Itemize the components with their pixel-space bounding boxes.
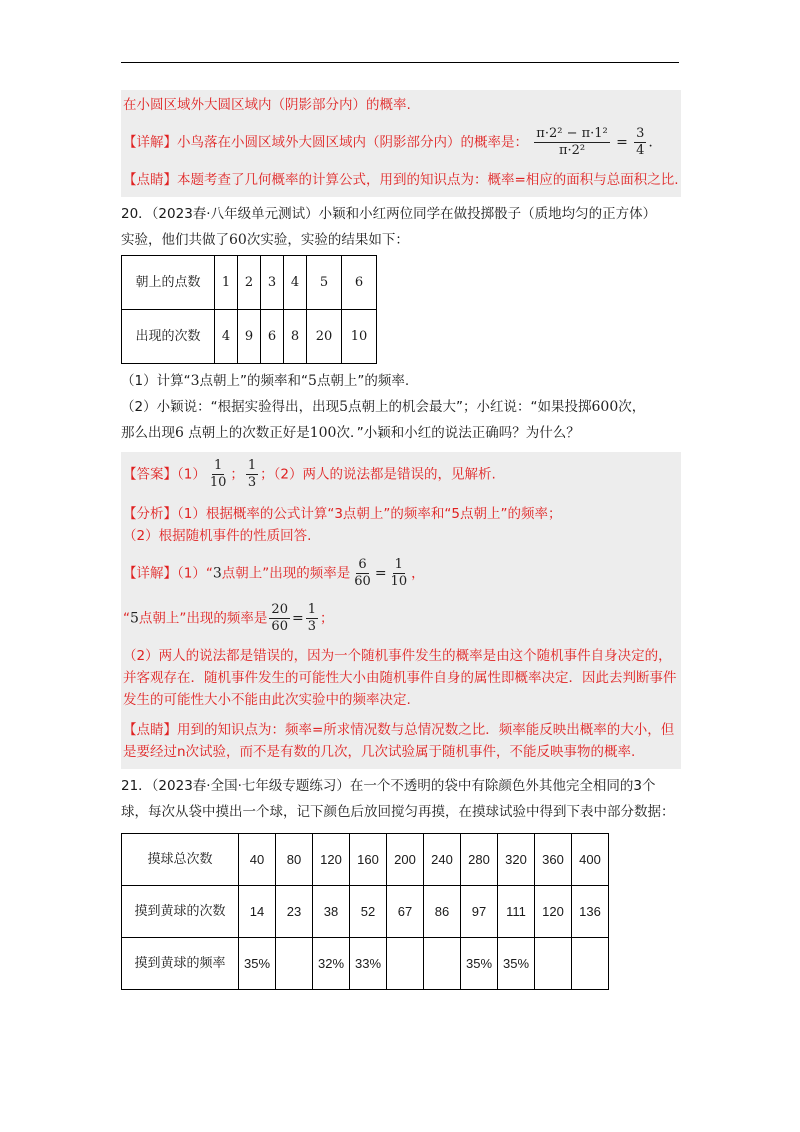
table-cell bbox=[572, 938, 609, 990]
table-cell: 136 bbox=[572, 886, 609, 938]
question-20 bbox=[121, 201, 681, 253]
table-cell: 4 bbox=[215, 310, 238, 364]
table-cell: 3 bbox=[261, 256, 284, 310]
table-cell: 240 bbox=[424, 834, 461, 886]
table-cell: 5 bbox=[307, 256, 342, 310]
table-cell: 20 bbox=[307, 310, 342, 364]
table-cell: 40 bbox=[239, 834, 276, 886]
analysis-line-2: （2）根据随机事件的性质回答. bbox=[123, 528, 312, 544]
row-header: 出现的次数 bbox=[122, 310, 215, 364]
comment-line: 【点睛】用到的知识点为：频率=所求情况数与总情况数之比．频率能反映出概率的大小，但是要经过n次试验，而不是有数的几次，几次试验属于随机事件，不能反映事物的概率. bbox=[123, 722, 675, 760]
table-cell: 35% bbox=[498, 938, 535, 990]
prev-comment bbox=[121, 165, 681, 197]
table-cell: 2 bbox=[238, 256, 261, 310]
table-cell: 120 bbox=[535, 886, 572, 938]
table-row bbox=[122, 256, 377, 310]
analysis-line: 【分析】（1）根据概率的公式计算“3点朝上”的频率和“5点朝上”的频率； bbox=[123, 506, 562, 522]
comment-text: 本题考查了几何概率的计算公式，用到的知识点为：概率=相应的面积与总面积之比. bbox=[177, 172, 679, 188]
table-cell: 200 bbox=[387, 834, 424, 886]
prev-detail: 【详解】小鸟落在小圆区域外大圆区域内（阴影部分内）的概率是： $\frac{\text{π·2² − π·1²}}{\text{π·2²}}$ = $\frac{3}{4}$ . bbox=[123, 126, 653, 158]
table-cell: 32% bbox=[313, 938, 350, 990]
frequency-fraction: $\frac{6}{60}$ bbox=[354, 557, 371, 589]
table-cell: 280 bbox=[461, 834, 498, 886]
prev-solution-block bbox=[121, 90, 681, 197]
table-cell bbox=[276, 938, 313, 990]
table-cell: 35% bbox=[239, 938, 276, 990]
table-cell: 35% bbox=[461, 938, 498, 990]
table-cell: 9 bbox=[238, 310, 261, 364]
detail-line-2: “5点朝上”出现的频率是 $\frac{20}{60}$ = $\frac{1}{3}$ ； bbox=[123, 602, 334, 634]
table-cell: 160 bbox=[350, 834, 387, 886]
frequency-fraction: $\frac{1}{3}$ bbox=[307, 602, 316, 634]
row-header: 摸到黄球的频率 bbox=[122, 938, 239, 990]
row-header: 摸球总次数 bbox=[122, 834, 239, 886]
table-cell bbox=[424, 938, 461, 990]
detail-part2: （2）两人的说法都是错误的，因为一个随机事件发生的概率是由这个随机事件自身决定的，并客观存在．随机事件发生的可能性大小由随机事件自身的属性即概率决定．因此去判断事件发生的可能性大小不能由此次实验中的频率决定. bbox=[123, 648, 677, 708]
question-21: 21．（2023春·全国·七年级专题练习）在一个不透明的袋中有除颜色外其他完全相同的3个球，每次从袋中摸出一个球，记下颜色后放回搅匀再摸，在摸球试验中得到下表中部分数据： bbox=[121, 778, 675, 820]
table-cell: 111 bbox=[498, 886, 535, 938]
table-cell: 4 bbox=[284, 256, 307, 310]
answer-fraction: $\frac{1}{3}$ bbox=[247, 458, 257, 490]
prev-line: 在小圆区域外大圆区域内（阴影部分内）的概率. bbox=[123, 97, 411, 113]
table-cell: 10 bbox=[342, 310, 377, 364]
header-rule bbox=[121, 62, 679, 63]
table-row bbox=[122, 938, 609, 990]
detail-label: 【详解】 bbox=[123, 134, 177, 151]
table-cell bbox=[387, 938, 424, 990]
table-cell: 86 bbox=[424, 886, 461, 938]
table-row bbox=[122, 310, 377, 364]
table-cell: 400 bbox=[572, 834, 609, 886]
table-cell: 320 bbox=[498, 834, 535, 886]
page-content bbox=[121, 90, 681, 990]
table-cell: 52 bbox=[350, 886, 387, 938]
frequency-fraction: $\frac{1}{10}$ bbox=[390, 557, 408, 589]
comment-label: 【点睛】 bbox=[123, 172, 177, 188]
table-cell: 67 bbox=[387, 886, 424, 938]
answer-line: 【答案】（1） $\frac{1}{10}$ ； $\frac{1}{3}$ ；（2）两人的说法都是错误的，见解析. bbox=[123, 458, 496, 490]
area-fraction: $\frac{\text{π·2² − π·1²}}{\text{π·2²}}$ bbox=[536, 126, 608, 158]
q20-subquestions bbox=[121, 368, 681, 446]
q20-line2: 实验，他们共做了60次实验，实验的结果如下： bbox=[121, 232, 409, 248]
row-header: 朝上的点数 bbox=[122, 256, 215, 310]
table-cell: 360 bbox=[535, 834, 572, 886]
table-cell: 8 bbox=[284, 310, 307, 364]
table-cell: 120 bbox=[313, 834, 350, 886]
table-cell: 6 bbox=[342, 256, 377, 310]
q20-part2: （2）小颖说：“根据实验得出，出现5点朝上的机会最大”；小红说：“如果投掷600次， bbox=[121, 399, 646, 415]
frequency-fraction: $\frac{20}{60}$ bbox=[271, 602, 288, 634]
result-fraction: $\frac{3}{4}$ bbox=[636, 126, 645, 158]
answer-fraction: $\frac{1}{10}$ bbox=[209, 458, 227, 490]
row-header: 摸到黄球的次数 bbox=[122, 886, 239, 938]
detail-line-1: 【详解】（1）“3点朝上”出现的频率是 $\frac{6}{60}$ = $\frac{1}{10}$ ， bbox=[123, 557, 425, 589]
q20-solution-block bbox=[121, 452, 681, 769]
table-row bbox=[122, 886, 609, 938]
table-row bbox=[122, 834, 609, 886]
ball-draw-table bbox=[121, 833, 609, 990]
table-cell: 6 bbox=[261, 310, 284, 364]
detail-text: 小鸟落在小圆区域外大圆区域内（阴影部分内）的概率是： bbox=[177, 134, 528, 151]
table-cell: 33% bbox=[350, 938, 387, 990]
table-cell: 14 bbox=[239, 886, 276, 938]
q20-line1: 20．（2023春·八年级单元测试）小颖和小红两位同学在做投掷骰子（质地均匀的正方体） bbox=[121, 206, 657, 222]
table-cell: 38 bbox=[313, 886, 350, 938]
q20-part1: （1）计算“3点朝上”的频率和“5点朝上”的频率. bbox=[121, 373, 410, 389]
table-cell: 1 bbox=[215, 256, 238, 310]
table-cell: 97 bbox=[461, 886, 498, 938]
table-cell: 80 bbox=[276, 834, 313, 886]
q20-part2-cont: 那么出现6 点朝上的次数正好是100次．”小颖和小红的说法正确吗？为什么？ bbox=[121, 425, 580, 441]
dice-results-table bbox=[121, 255, 377, 364]
table-cell bbox=[535, 938, 572, 990]
table-cell: 23 bbox=[276, 886, 313, 938]
